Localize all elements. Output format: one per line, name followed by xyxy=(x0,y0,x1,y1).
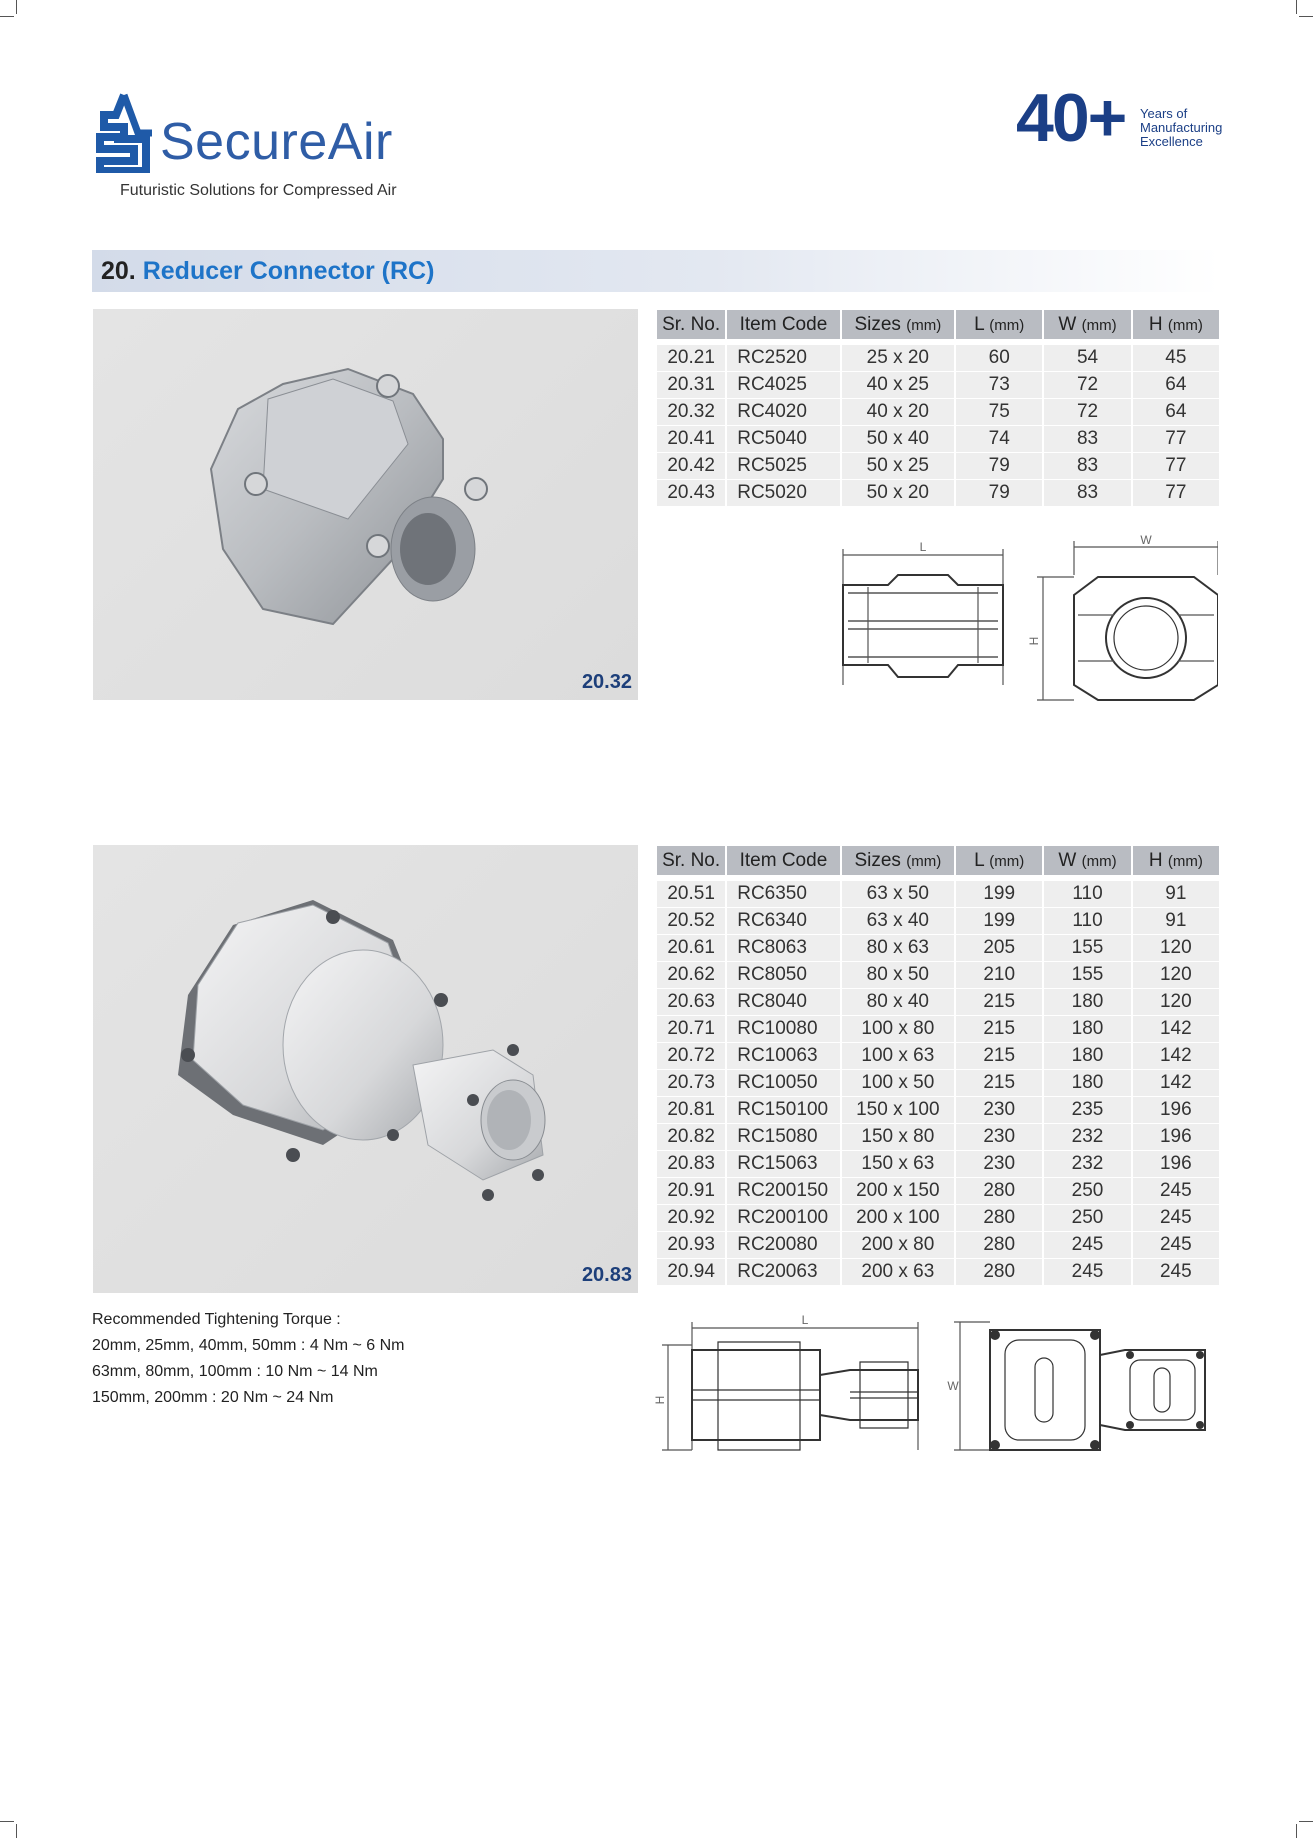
size-cell: 150 x 80 xyxy=(842,1124,954,1151)
badge-text xyxy=(1140,107,1240,149)
length-cell: 215 xyxy=(956,1043,1042,1070)
badge-line: Excellence xyxy=(1140,134,1203,149)
height-cell: 64 xyxy=(1133,372,1219,399)
width-cell: 54 xyxy=(1044,345,1130,372)
col-header xyxy=(1044,846,1130,875)
size-cell: 80 x 40 xyxy=(842,989,954,1016)
col-header xyxy=(956,846,1042,875)
width-cell: 232 xyxy=(1044,1151,1130,1178)
size-cell: 50 x 40 xyxy=(842,426,954,453)
torque-title: Recommended Tightening Torque : xyxy=(92,1311,341,1328)
width-cell: 250 xyxy=(1044,1178,1130,1205)
sr-no-cell: 20.21 xyxy=(657,345,725,372)
table-row xyxy=(657,1097,1219,1124)
sr-no-cell: 20.52 xyxy=(657,908,725,935)
height-cell: 91 xyxy=(1133,908,1219,935)
item-code-cell: RC6340 xyxy=(727,908,839,935)
length-cell: 73 xyxy=(956,372,1042,399)
height-cell: 120 xyxy=(1133,962,1219,989)
col-header xyxy=(727,846,839,875)
dim-label-w: W xyxy=(947,1379,959,1393)
badge-line: Years of xyxy=(1140,106,1188,121)
col-header xyxy=(657,846,725,875)
item-code-cell: RC4025 xyxy=(727,372,839,399)
height-cell: 77 xyxy=(1133,480,1219,507)
table-body xyxy=(657,875,1219,1286)
size-cell: 200 x 80 xyxy=(842,1232,954,1259)
length-cell: 205 xyxy=(956,935,1042,962)
table-header-row xyxy=(657,310,1219,339)
size-cell: 150 x 63 xyxy=(842,1151,954,1178)
table-row xyxy=(657,908,1219,935)
sr-no-cell: 20.43 xyxy=(657,480,725,507)
size-cell: 100 x 80 xyxy=(842,1016,954,1043)
height-cell: 45 xyxy=(1133,345,1219,372)
crop-mark-tl-h xyxy=(0,16,14,17)
height-cell: 91 xyxy=(1133,881,1219,908)
col-header-text: Item Code xyxy=(739,313,828,335)
col-header-text: L xyxy=(974,313,984,335)
table-header-row xyxy=(657,846,1219,875)
table-row xyxy=(657,1178,1219,1205)
item-code-cell: RC200100 xyxy=(727,1205,839,1232)
brand-logo-icon xyxy=(94,93,158,173)
table-row xyxy=(657,1070,1219,1097)
col-header-text: W xyxy=(1058,849,1077,871)
width-cell: 245 xyxy=(1044,1232,1130,1259)
technical-drawing-2 xyxy=(650,1310,1220,1460)
brand-name: SecureAir xyxy=(160,113,393,171)
table-row xyxy=(657,345,1219,372)
length-cell: 280 xyxy=(956,1205,1042,1232)
height-cell: 245 xyxy=(1133,1178,1219,1205)
crop-mark-bl-h xyxy=(0,1821,14,1822)
item-code-cell: RC10063 xyxy=(727,1043,839,1070)
section-title xyxy=(101,256,434,286)
table-row xyxy=(657,480,1219,507)
product-photo-rc4020 xyxy=(93,309,638,700)
size-cell: 200 x 100 xyxy=(842,1205,954,1232)
item-code-cell: RC2520 xyxy=(727,345,839,372)
table-row xyxy=(657,1016,1219,1043)
col-header-unit: (mm) xyxy=(1167,316,1203,334)
col-header-text: Item Code xyxy=(739,849,828,871)
height-cell: 77 xyxy=(1133,453,1219,480)
col-header-text: H xyxy=(1148,849,1163,871)
size-cell: 100 x 50 xyxy=(842,1070,954,1097)
torque-line: 150mm, 200mm : 20 Nm ~ 24 Nm xyxy=(92,1389,334,1406)
width-cell: 250 xyxy=(1044,1205,1130,1232)
sr-no-cell: 20.83 xyxy=(657,1151,725,1178)
length-cell: 60 xyxy=(956,345,1042,372)
col-header xyxy=(1133,846,1219,875)
width-cell: 245 xyxy=(1044,1259,1130,1286)
reducer-connector-large-image xyxy=(93,845,638,1293)
crop-mark-tr xyxy=(1296,0,1297,14)
width-cell: 83 xyxy=(1044,480,1130,507)
height-cell: 196 xyxy=(1133,1124,1219,1151)
item-code-cell: RC20080 xyxy=(727,1232,839,1259)
badge-line: Manufacturing xyxy=(1140,120,1223,135)
length-cell: 230 xyxy=(956,1097,1042,1124)
width-cell: 180 xyxy=(1044,989,1130,1016)
item-code-cell: RC20063 xyxy=(727,1259,839,1286)
sr-no-cell: 20.31 xyxy=(657,372,725,399)
col-header xyxy=(657,310,725,339)
col-header-text: Sizes xyxy=(854,313,901,335)
item-code-cell: RC5025 xyxy=(727,453,839,480)
col-header xyxy=(1133,310,1219,339)
size-cell: 100 x 63 xyxy=(842,1043,954,1070)
width-cell: 180 xyxy=(1044,1043,1130,1070)
width-cell: 72 xyxy=(1044,399,1130,426)
sr-no-cell: 20.81 xyxy=(657,1097,725,1124)
item-code-cell: RC5040 xyxy=(727,426,839,453)
height-cell: 196 xyxy=(1133,1151,1219,1178)
table-row xyxy=(657,1232,1219,1259)
width-cell: 180 xyxy=(1044,1070,1130,1097)
item-code-cell: RC5020 xyxy=(727,480,839,507)
col-header-text: Sr. No. xyxy=(662,849,721,871)
width-cell: 72 xyxy=(1044,372,1130,399)
table-row xyxy=(657,1124,1219,1151)
sr-no-cell: 20.93 xyxy=(657,1232,725,1259)
size-cell: 200 x 63 xyxy=(842,1259,954,1286)
size-cell: 50 x 25 xyxy=(842,453,954,480)
sr-no-cell: 20.71 xyxy=(657,1016,725,1043)
col-header xyxy=(842,310,954,339)
length-cell: 79 xyxy=(956,480,1042,507)
section-name: Reducer Connector (RC) xyxy=(142,257,435,285)
height-cell: 142 xyxy=(1133,1043,1219,1070)
size-cell: 200 x 150 xyxy=(842,1178,954,1205)
sr-no-cell: 20.41 xyxy=(657,426,725,453)
height-cell: 120 xyxy=(1133,935,1219,962)
sr-no-cell: 20.72 xyxy=(657,1043,725,1070)
col-header xyxy=(727,310,839,339)
size-cell: 80 x 63 xyxy=(842,935,954,962)
table-row xyxy=(657,1043,1219,1070)
height-cell: 142 xyxy=(1133,1016,1219,1043)
width-cell: 235 xyxy=(1044,1097,1130,1124)
torque-line: 63mm, 80mm, 100mm : 10 Nm ~ 14 Nm xyxy=(92,1363,378,1380)
height-cell: 77 xyxy=(1133,426,1219,453)
length-cell: 280 xyxy=(956,1178,1042,1205)
col-header-text: Sizes xyxy=(854,849,901,871)
dim-label-h: H xyxy=(1027,636,1041,646)
sr-no-cell: 20.42 xyxy=(657,453,725,480)
item-code-cell: RC4020 xyxy=(727,399,839,426)
size-cell: 40 x 25 xyxy=(842,372,954,399)
dim-label-l: L xyxy=(801,1313,809,1327)
item-code-cell: RC6350 xyxy=(727,881,839,908)
width-cell: 83 xyxy=(1044,426,1130,453)
item-code-cell: RC8050 xyxy=(727,962,839,989)
size-cell: 150 x 100 xyxy=(842,1097,954,1124)
width-cell: 83 xyxy=(1044,453,1130,480)
col-header-text: W xyxy=(1058,313,1077,335)
height-cell: 245 xyxy=(1133,1205,1219,1232)
height-cell: 142 xyxy=(1133,1070,1219,1097)
height-cell: 245 xyxy=(1133,1232,1219,1259)
length-cell: 215 xyxy=(956,1070,1042,1097)
size-cell: 63 x 40 xyxy=(842,908,954,935)
col-header xyxy=(956,310,1042,339)
table-row xyxy=(657,881,1219,908)
item-code-cell: RC10080 xyxy=(727,1016,839,1043)
col-header-unit: (mm) xyxy=(989,316,1025,334)
sr-no-cell: 20.51 xyxy=(657,881,725,908)
table-row xyxy=(657,962,1219,989)
height-cell: 120 xyxy=(1133,989,1219,1016)
dim-label-w: W xyxy=(1140,535,1152,547)
length-cell: 230 xyxy=(956,1151,1042,1178)
length-cell: 280 xyxy=(956,1232,1042,1259)
item-code-cell: RC15063 xyxy=(727,1151,839,1178)
size-cell: 40 x 20 xyxy=(842,399,954,426)
sr-no-cell: 20.94 xyxy=(657,1259,725,1286)
dim-label-h: H xyxy=(653,1395,667,1405)
table-body xyxy=(657,339,1219,507)
item-code-cell: RC10050 xyxy=(727,1070,839,1097)
table-row xyxy=(657,453,1219,480)
crop-mark-tr-h xyxy=(1299,16,1313,17)
length-cell: 75 xyxy=(956,399,1042,426)
table-row xyxy=(657,989,1219,1016)
sr-no-cell: 20.62 xyxy=(657,962,725,989)
sr-no-cell: 20.73 xyxy=(657,1070,725,1097)
table-row xyxy=(657,372,1219,399)
item-code-cell: RC8040 xyxy=(727,989,839,1016)
reducer-connector-small-image xyxy=(93,309,638,700)
length-cell: 79 xyxy=(956,453,1042,480)
table-row xyxy=(657,1151,1219,1178)
torque-line: 20mm, 25mm, 40mm, 50mm : 4 Nm ~ 6 Nm xyxy=(92,1337,405,1354)
height-cell: 245 xyxy=(1133,1259,1219,1286)
col-header-unit: (mm) xyxy=(906,852,942,870)
sr-no-cell: 20.91 xyxy=(657,1178,725,1205)
crop-mark-bl xyxy=(16,1824,17,1838)
technical-drawing-1 xyxy=(838,535,1218,705)
col-header-unit: (mm) xyxy=(989,852,1025,870)
col-header-text: Sr. No. xyxy=(662,313,721,335)
size-cell: 50 x 20 xyxy=(842,480,954,507)
item-code-cell: RC150100 xyxy=(727,1097,839,1124)
width-cell: 180 xyxy=(1044,1016,1130,1043)
size-cell: 80 x 50 xyxy=(842,962,954,989)
badge-number: 40+ xyxy=(1016,80,1126,156)
length-cell: 230 xyxy=(956,1124,1042,1151)
width-cell: 155 xyxy=(1044,935,1130,962)
photo-label: 20.32 xyxy=(581,671,632,693)
width-cell: 110 xyxy=(1044,881,1130,908)
width-cell: 110 xyxy=(1044,908,1130,935)
photo-label: 20.83 xyxy=(581,1264,632,1286)
crop-mark-br xyxy=(1296,1824,1297,1838)
item-code-cell: RC8063 xyxy=(727,935,839,962)
col-header xyxy=(842,846,954,875)
col-header-unit: (mm) xyxy=(906,316,942,334)
width-cell: 155 xyxy=(1044,962,1130,989)
width-cell: 232 xyxy=(1044,1124,1130,1151)
col-header-unit: (mm) xyxy=(1081,316,1117,334)
col-header-unit: (mm) xyxy=(1167,852,1203,870)
product-photo-rc15063 xyxy=(93,845,638,1293)
length-cell: 199 xyxy=(956,908,1042,935)
col-header-text: H xyxy=(1148,313,1163,335)
length-cell: 210 xyxy=(956,962,1042,989)
table-row xyxy=(657,935,1219,962)
section-number: 20. xyxy=(101,257,136,285)
length-cell: 199 xyxy=(956,881,1042,908)
table-row xyxy=(657,399,1219,426)
brand-tagline: Futuristic Solutions for Compressed Air xyxy=(120,182,397,199)
length-cell: 215 xyxy=(956,989,1042,1016)
item-code-cell: RC15080 xyxy=(727,1124,839,1151)
item-code-cell: RC200150 xyxy=(727,1178,839,1205)
sr-no-cell: 20.82 xyxy=(657,1124,725,1151)
sr-no-cell: 20.92 xyxy=(657,1205,725,1232)
length-cell: 74 xyxy=(956,426,1042,453)
spec-table-2 xyxy=(655,846,1221,1286)
sr-no-cell: 20.63 xyxy=(657,989,725,1016)
crop-mark-br-h xyxy=(1299,1821,1313,1822)
table-row xyxy=(657,1205,1219,1232)
height-cell: 64 xyxy=(1133,399,1219,426)
table-row xyxy=(657,426,1219,453)
crop-mark-tl xyxy=(16,0,17,14)
height-cell: 196 xyxy=(1133,1097,1219,1124)
torque-notes xyxy=(92,1307,405,1411)
col-header-text: L xyxy=(974,849,984,871)
table-row xyxy=(657,1259,1219,1286)
sr-no-cell: 20.32 xyxy=(657,399,725,426)
col-header-unit: (mm) xyxy=(1081,852,1117,870)
length-cell: 280 xyxy=(956,1259,1042,1286)
spec-table-1 xyxy=(655,310,1221,507)
sr-no-cell: 20.61 xyxy=(657,935,725,962)
col-header xyxy=(1044,310,1130,339)
length-cell: 215 xyxy=(956,1016,1042,1043)
dim-label-l: L xyxy=(919,540,927,554)
size-cell: 25 x 20 xyxy=(842,345,954,372)
size-cell: 63 x 50 xyxy=(842,881,954,908)
